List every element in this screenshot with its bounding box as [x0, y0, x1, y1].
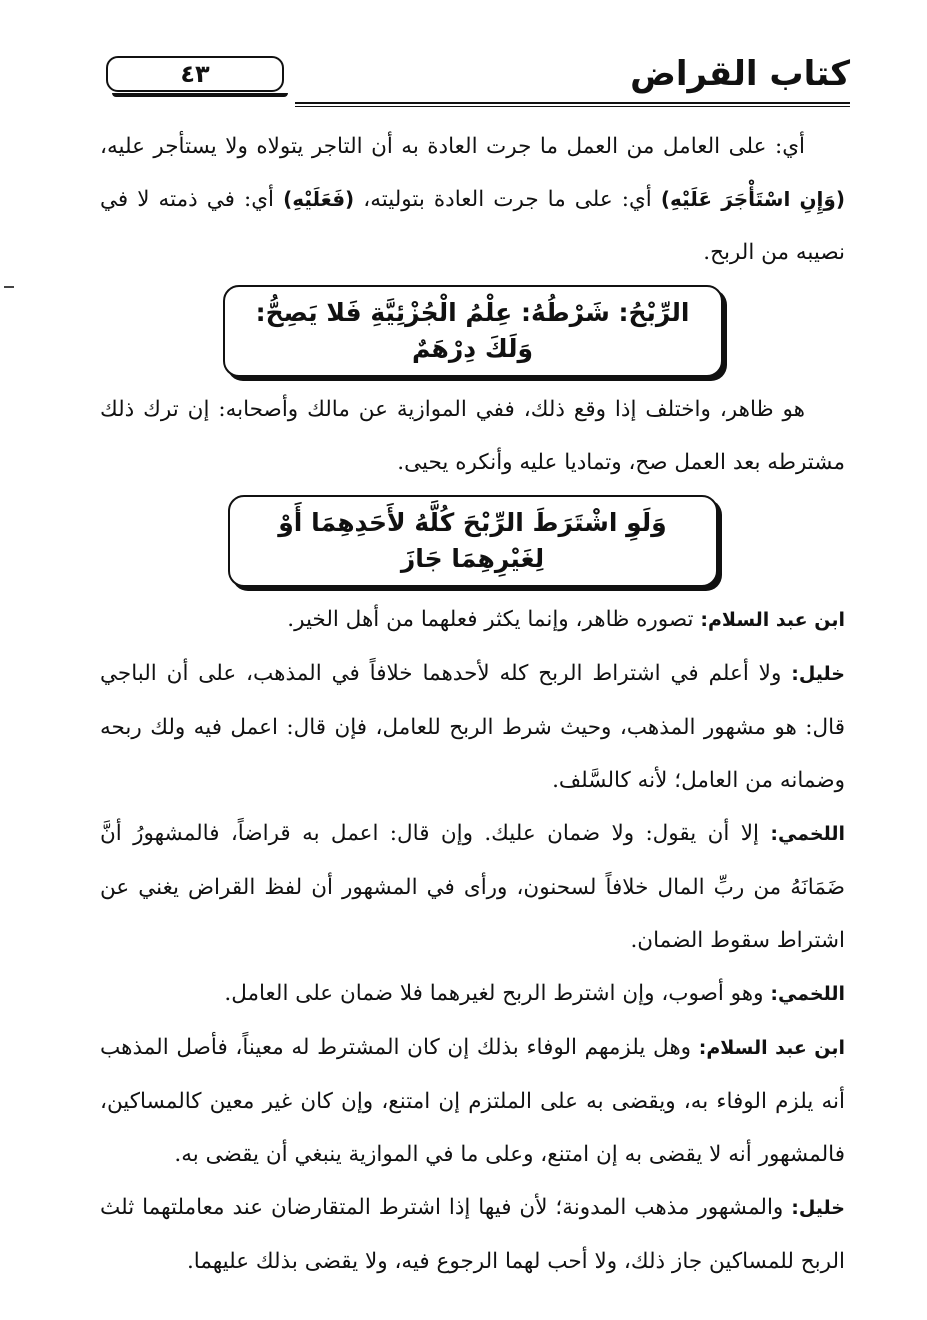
paragraph	[100, 593, 845, 647]
paragraph	[100, 1181, 845, 1288]
paragraph-text: تصوره ظاهر، وإنما يكثر فعلهما من أهل الخير.	[287, 607, 694, 632]
header-rule	[295, 102, 850, 104]
paragraph-text: وهو أصوب، وإن اشترط الربح لغيرهما فلا ضمان على العامل.	[224, 981, 764, 1006]
paragraph-text: وهل يلزمهم الوفاء بذلك إن كان المشترط له معيناً، فأصل المذهب أنه يلزم الوفاء به، ويقضى به على الملتزم إن امتنع، وإن كان غير معين كالمساكين، فالمشهور أنه لا يقضى به إن امتنع، وعلى ما في الموازية ينبغي أن يقضى به.	[100, 1035, 845, 1167]
paragraph	[100, 383, 845, 489]
matn-box: الرِّبْحُ: شَرْطُهُ: عِلْمُ الْجُزْئِيَّةِ فَلا يَصِحُّ: وَلَكَ دِرْهَمٌ	[223, 285, 723, 377]
paragraph-text: أي: على ما جرت العادة بتوليته،	[363, 187, 652, 212]
speaker-label: خليل:	[791, 663, 845, 685]
paragraph-text: إلا أن يقول: ولا ضمان عليك. وإن قال: اعمل به قراضاً، فالمشهورُ أنَّ ضَمَانَهُ من ربِّ المال خلافاً لسحنون، ورأى في المشهور أن لفظ القراض يغني عن اشتراط سقوط الضمان.	[100, 821, 845, 953]
header-rule-secondary	[295, 106, 850, 107]
paragraph-text: هو ظاهر، واختلف إذا وقع ذلك، ففي الموازية عن مالك وأصحابه: إن ترك ذلك مشترطه بعد العمل صح، وتماديا عليه وأنكره يحيى.	[100, 397, 845, 475]
paragraph-text: والمشهور مذهب المدونة؛ لأن فيها إذا اشترط المتقارضان عند معاملتهما ثلث الربح للمساكين جاز ذلك، ولا أحب لهما الرجوع فيه، ولا يقضى بذلك عليهما.	[100, 1195, 845, 1274]
speaker-label: اللخمي:	[770, 823, 845, 845]
speaker-label: ابن عبد السلام:	[700, 609, 845, 631]
matn-box: وَلَوِ اشْتَرَطَ الرِّبْحَ كُلَّهُ لأَحَدِهِمَا أَوْ لِغَيْرِهِمَا جَازَ	[228, 495, 718, 587]
page-header	[100, 50, 850, 110]
paragraph	[100, 1021, 845, 1181]
speaker-label: خليل:	[791, 1197, 845, 1219]
paragraph-text: أي: في ذمته لا في نصيبه من الربح.	[100, 187, 845, 265]
paragraph	[100, 647, 845, 807]
page-body	[100, 120, 845, 1288]
page-number: ٤٣	[106, 56, 284, 92]
speaker-label: اللخمي:	[770, 983, 845, 1005]
paragraph-text: ولا أعلم في اشتراط الربح كله لأحدهما خلافاً في المذهب، على أن الباجي قال: هو مشهور المذهب، وحيث شرط الربح للعامل، فإن قال: اعمل فيه ولك ربحه وضمانه من العامل؛ لأنه كالسَّلف.	[100, 661, 845, 793]
margin-mark	[4, 286, 14, 288]
paragraph	[100, 807, 845, 967]
paragraph-text: أي: على العامل من العمل ما جرت العادة به أن التاجر يتولاه ولا يستأجر عليه،	[100, 134, 805, 159]
speaker-label: ابن عبد السلام:	[698, 1037, 845, 1059]
paragraph	[100, 967, 845, 1021]
quoted-matn: (وَإِنِ اسْتَأْجَرَ عَلَيْهِ)	[660, 187, 845, 211]
paragraph	[100, 120, 845, 279]
quoted-matn: (فَعَلَيْهِ)	[283, 187, 355, 211]
book-title: كتاب القراض	[630, 54, 850, 94]
